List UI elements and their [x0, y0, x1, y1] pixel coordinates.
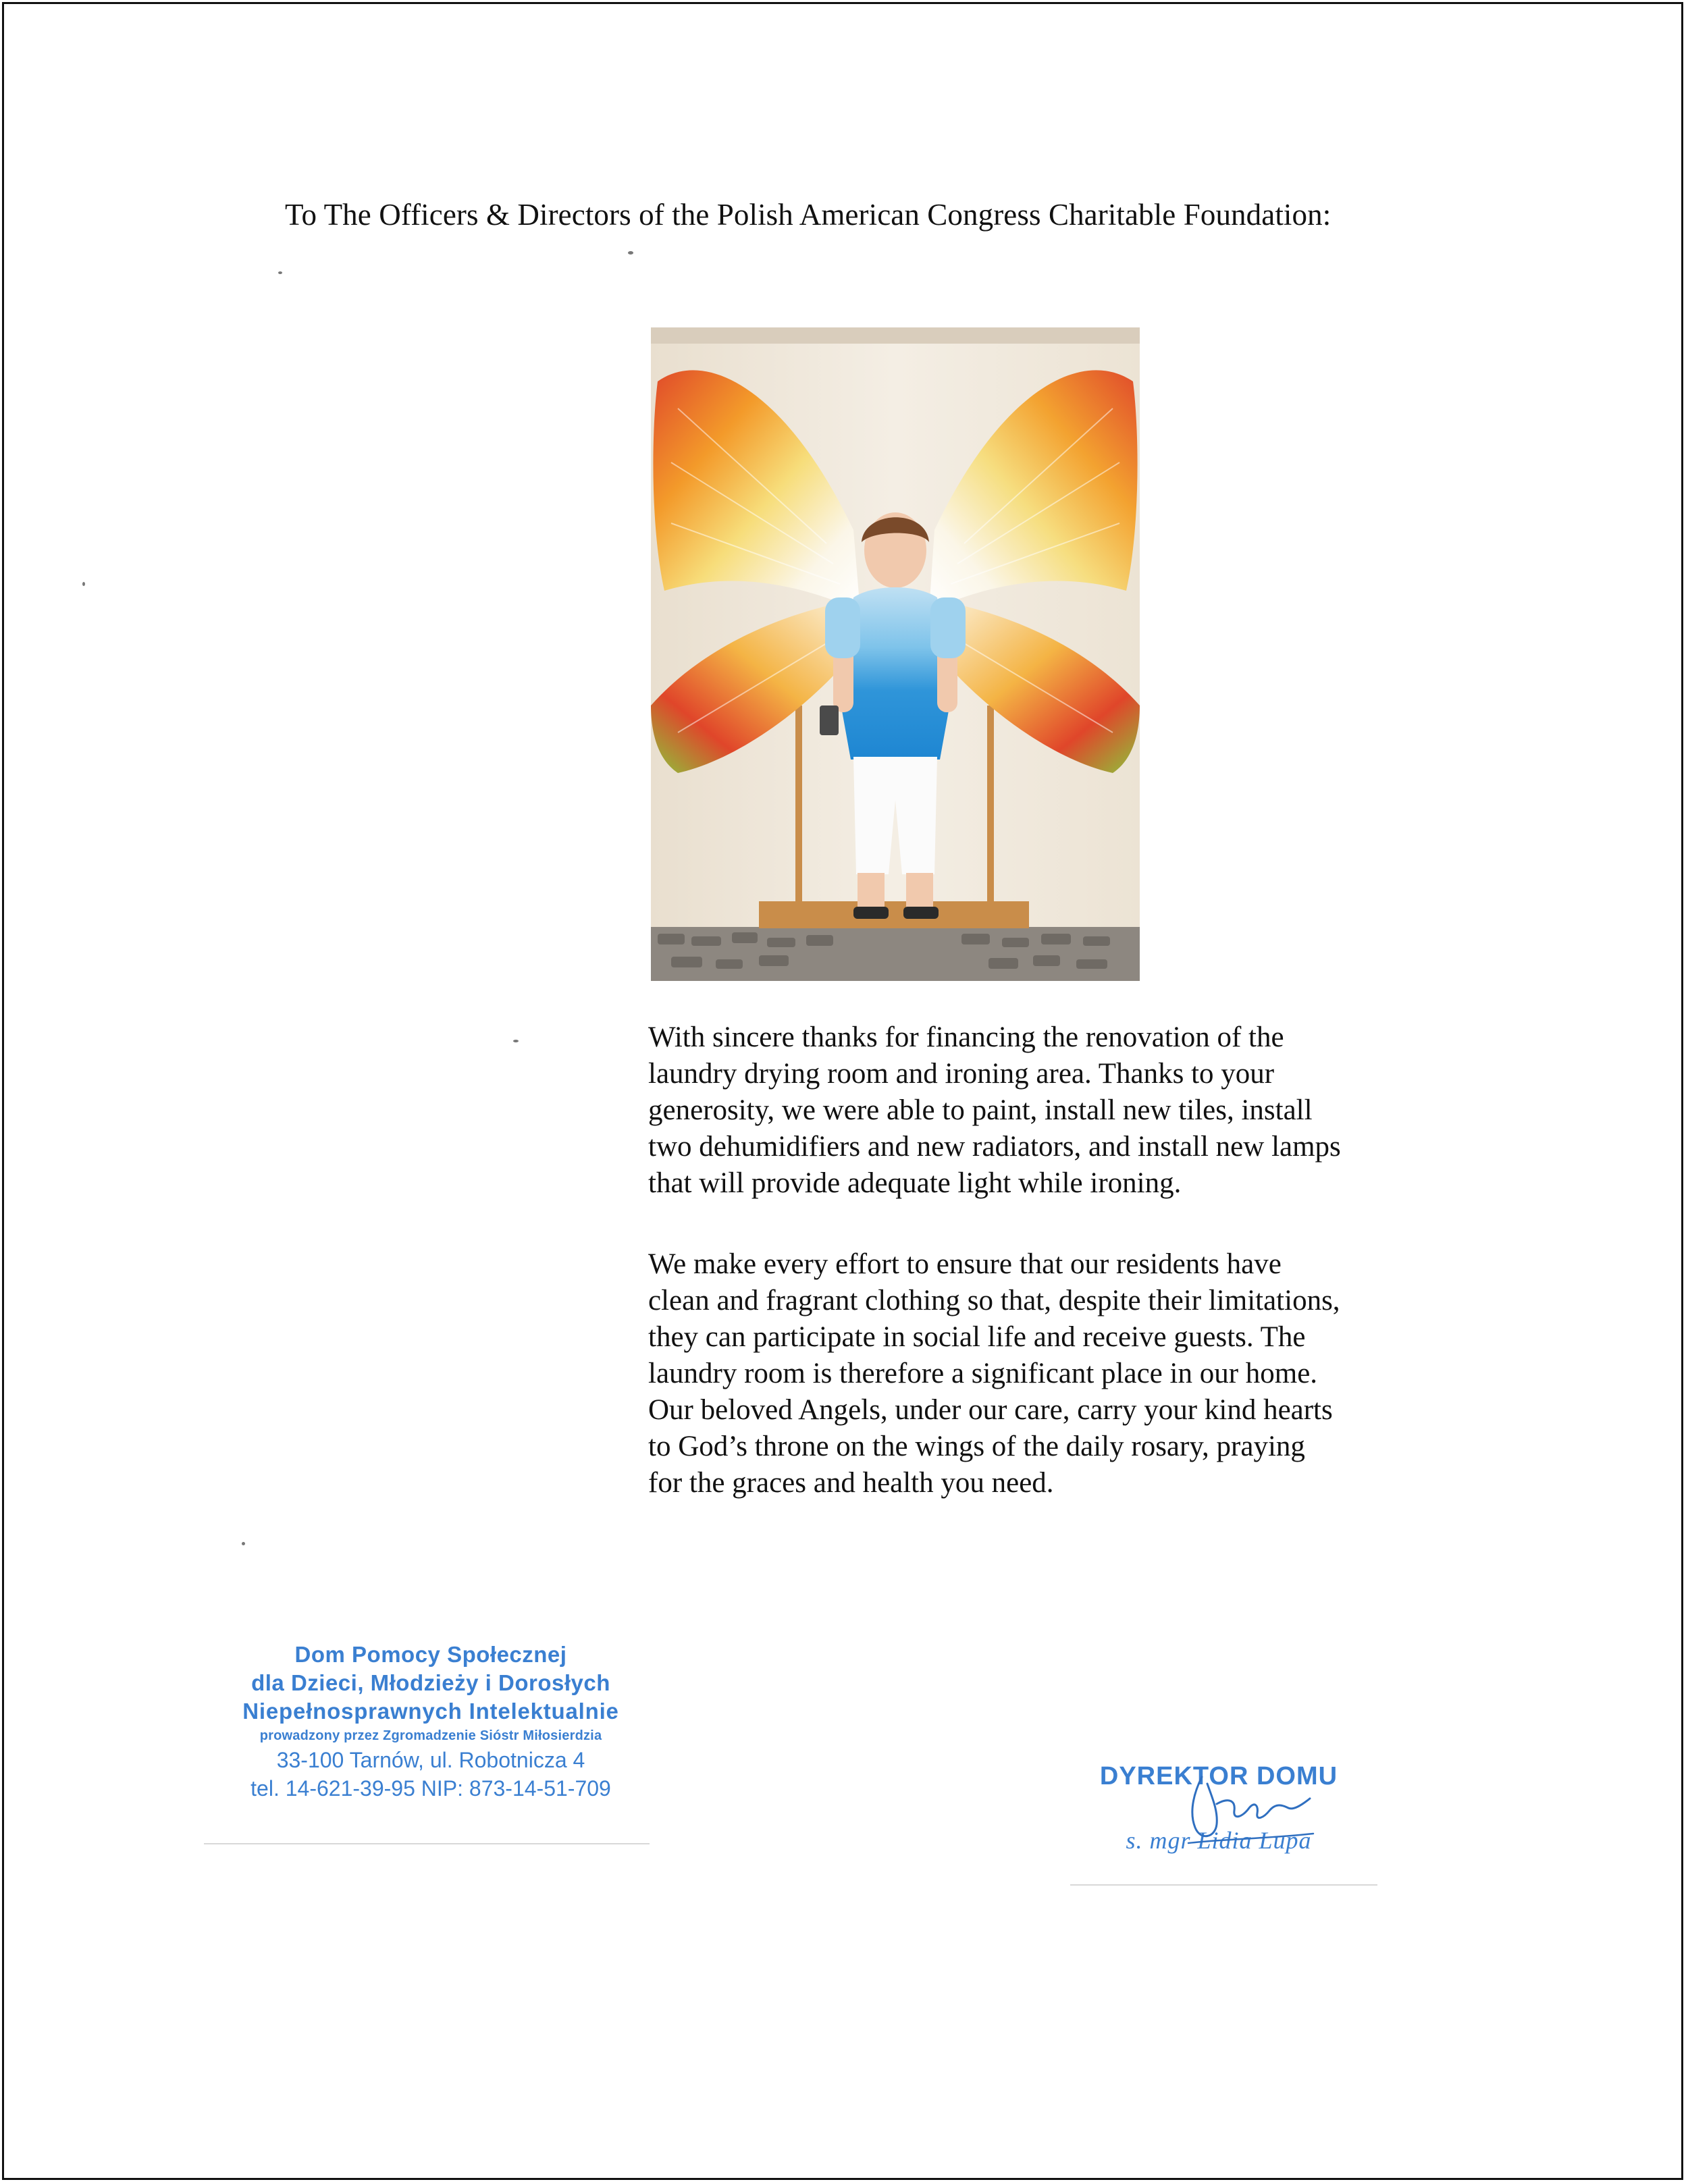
paragraph-line: Our beloved Angels, under our care, carry your kind hearts — [648, 1394, 1333, 1426]
photo-girl-with-wings — [651, 327, 1140, 981]
body-paragraph-1 — [648, 1019, 1445, 1202]
scan-speck — [82, 582, 85, 586]
scan-speck — [628, 251, 633, 255]
paragraph-line: generosity, we were able to paint, install new tiles, install — [648, 1094, 1313, 1126]
paragraph-line: two dehumidifiers and new radiators, and install new lamps — [648, 1131, 1341, 1163]
handwritten-signature — [1175, 1763, 1330, 1858]
scan-speck — [242, 1542, 245, 1545]
stamp-address: 33-100 Tarnów, ul. Robotnicza 4 — [276, 1748, 585, 1772]
paragraph-line: With sincere thanks for financing the renovation of the — [648, 1021, 1284, 1053]
paragraph-line: to God’s throne on the wings of the daily rosary, praying — [648, 1431, 1305, 1462]
paragraph-line: for the graces and health you need. — [648, 1467, 1054, 1499]
paragraph-line: We make every effort to ensure that our residents have — [648, 1248, 1282, 1280]
paragraph-line: laundry drying room and ironing area. Thanks to your — [648, 1058, 1275, 1090]
stamp-line: dla Dzieci, Młodzieży i Dorosłych — [251, 1670, 610, 1695]
stamp-divider — [204, 1843, 650, 1844]
institution-stamp — [201, 1641, 660, 1803]
scan-speck — [278, 271, 282, 274]
body-paragraph-2 — [648, 1246, 1445, 1501]
director-name: s. mgr Lidia Lupa — [1126, 1827, 1312, 1854]
paragraph-line: clean and fragrant clothing so that, despite their limitations, — [648, 1285, 1340, 1316]
director-title: DYREKTOR DOMU — [1099, 1762, 1338, 1790]
scan-speck — [513, 1040, 519, 1042]
paragraph-line: they can participate in social life and receive guests. The — [648, 1321, 1306, 1353]
paragraph-line: laundry room is therefore a significant place in our home. — [648, 1358, 1318, 1389]
stamp-line: prowadzony przez Zgromadzenie Sióstr Miłosierdzia — [259, 1728, 602, 1743]
stamp-phone: tel. 14-621-39-95 NIP: 873-14-51-709 — [250, 1776, 611, 1801]
stamp-divider — [1070, 1884, 1377, 1886]
salutation: To The Officers & Directors of the Polish American Congress Charitable Foundation: — [285, 198, 1331, 232]
stamp-line: Dom Pomocy Społecznej — [294, 1642, 567, 1667]
paragraph-line: that will provide adequate light while ironing. — [648, 1167, 1182, 1199]
stamp-line: Niepełnosprawnych Intelektualnie — [242, 1699, 619, 1724]
